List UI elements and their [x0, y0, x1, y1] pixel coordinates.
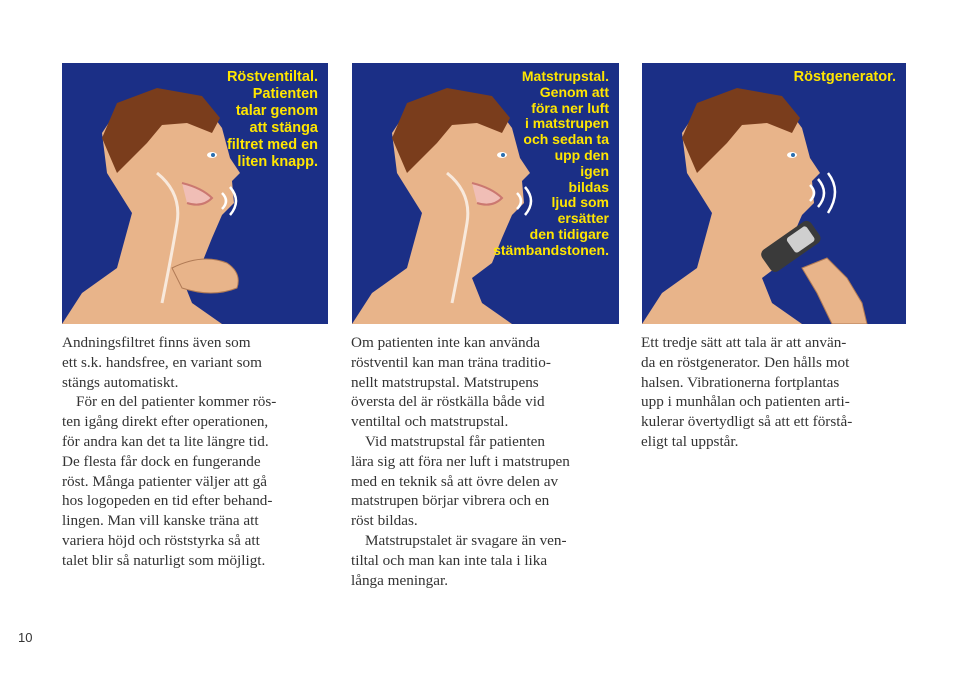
illustration-voice-valve — [62, 63, 328, 324]
paragraph: Om patienten inte kan använda röstventil kan man träna traditio- nellt matstrupstal. Matstrupens översta del är röstkälla både vid ventiltal och matstrupstal. — [351, 334, 551, 431]
paragraph: Vid matstrupstal får patienten lära sig att föra ner luft i matstrupen med en teknik så att övre delen av matstrupen börjar vibrera och en röst bildas. — [351, 432, 570, 530]
page-number: 10 — [18, 630, 33, 645]
illustration-voice-generator — [642, 63, 906, 324]
paragraph: Ett tredje sätt att tala är att använ- da en röstgenerator. Den hålls mot halsen. Vibrationerna fortplantas upp i munhålan och patienten arti- kulerar övertydligt så att ett förstå- eligt tal uppstår. — [641, 334, 853, 450]
panel-caption: Röstgenerator. — [793, 69, 896, 85]
panel-caption: Röstventiltal. Patienten talar genom att stänga filtret med en liten knapp. — [226, 69, 318, 170]
head-profile-illustration — [642, 63, 906, 324]
paragraph: Matstrupstalet är svagare än ven- tiltal och man kan inte tala i lika långa meningar. — [351, 531, 567, 589]
paragraph: Andningsfiltret finns även som ett s.k. handsfree, en variant som stängs automatiskt. — [62, 334, 262, 391]
text-column-2 — [351, 333, 621, 590]
paragraph: För en del patienter kommer rös- ten igång direkt efter operationen, för andra kan det ta lite längre tid. De flesta får dock en fungerande röst. Många patienter väljer att gå hos logopeden en tid efter behand- lingen. Man vill kanske träna att variera höjd och röststyrka så att talet blir så naturligt som möjligt. — [62, 393, 277, 569]
text-column-1 — [62, 333, 332, 571]
illustration-esophageal-speech — [352, 63, 619, 324]
panel-caption: Matstrupstal. Genom att föra ner luft i matstrupen och sedan ta upp den igen bildas ljud som ersätter den tidigare stämbandstonen. — [493, 68, 609, 258]
text-column-3 — [641, 333, 911, 452]
